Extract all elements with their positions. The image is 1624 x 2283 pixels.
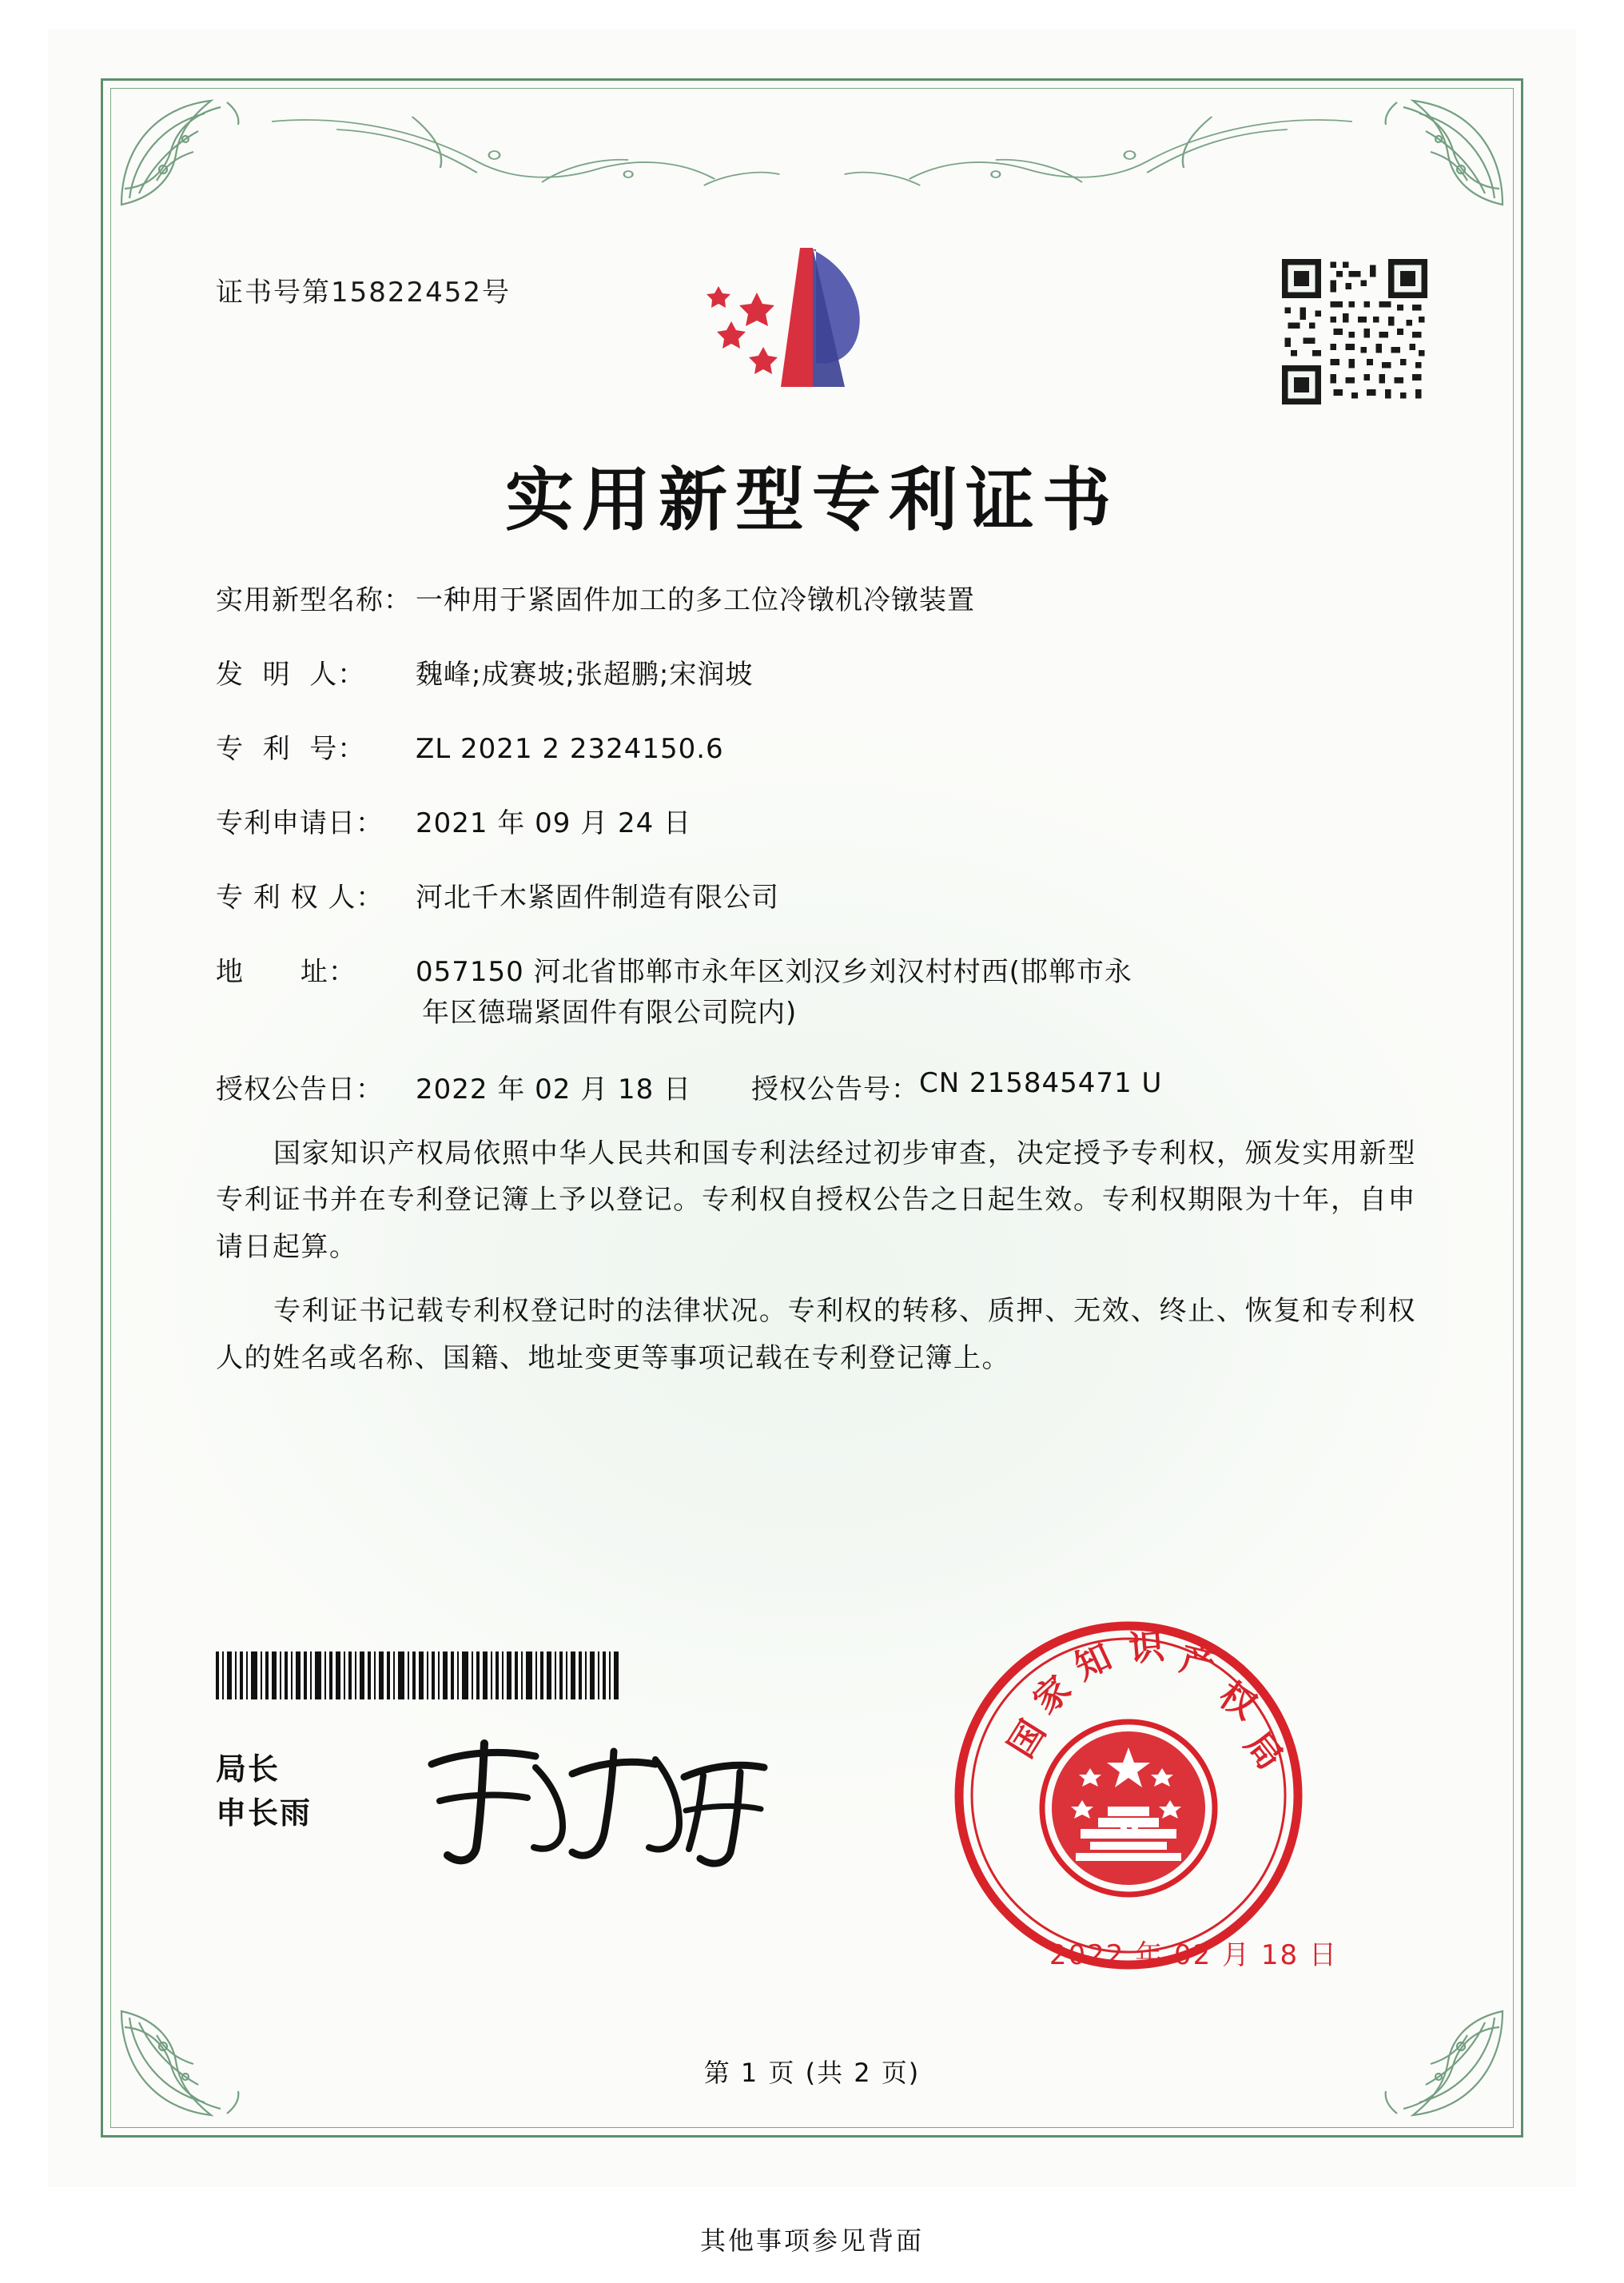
seal-date: 2022 年 02 月 18 日 [1049,1939,1338,1971]
field-row-inventors [216,655,1440,695]
field-label: 地 址： [216,956,356,988]
field-row-address [216,952,1440,1034]
svg-text:局: 局 [1236,1724,1291,1778]
director-block [216,1747,312,1835]
field-label: 专利申请日： [216,807,384,839]
director-name: 申长雨 [216,1795,312,1831]
grant-number-label: 授权公告号： [751,1074,919,1106]
svg-text:知: 知 [1069,1636,1118,1688]
qr-code-icon [1279,256,1431,408]
field-label: 专 利 权 人： [216,882,384,914]
field-value: ZL 2021 2 2324150.6 [416,733,724,765]
page-indicator: 第 1 页 (共 2 页) [703,2058,921,2088]
field-row-patent-number [216,729,1440,770]
field-value-continued: 年区德瑞紧固件有限公司院内) [422,997,798,1029]
grant-date-value: 2022 年 02 月 18 日 [416,1074,692,1106]
svg-text:识: 识 [1127,1626,1166,1670]
svg-text:家: 家 [1025,1667,1080,1723]
field-value: 2021 年 09 月 24 日 [416,807,692,839]
page-title: 实用新型专利证书 [505,460,1119,540]
official-seal-icon [945,1612,1312,1979]
field-row-application-date [216,803,1440,844]
footnote: 其他事项参见背面 [699,2225,924,2256]
field-label: 实用新型名称： [216,584,412,616]
field-row-name [216,580,1440,621]
barcode-icon [216,1651,639,1699]
field-label: 专 利 号： [216,733,366,765]
grant-number-value: CN 215845471 U [919,1067,1163,1099]
paragraph-2: 专利证书记载专利权登记时的法律状况。专利权的转移、质押、无效、终止、恢复和专利权人的姓名或名称、国籍、地址变更等事项记载在专利登记簿上。 [216,1295,1416,1374]
field-value: 河北千木紧固件制造有限公司 [416,882,779,914]
field-value-wrapper [416,952,1440,1034]
field-label: 发 明 人： [216,659,366,691]
certificate-paper [48,29,1576,2187]
field-row-patentee [216,878,1440,918]
grant-date-label: 授权公告日： [216,1074,384,1106]
field-value: 057150 河北省邯郸市永年区刘汉乡刘汉村村西(邯郸市永 [416,956,1132,988]
field-row-grant [216,1067,1440,1106]
cnipa-logo-icon [680,235,944,435]
fields-section [216,580,1440,1381]
director-label: 局长 [216,1751,281,1787]
certificate-content [152,149,1472,2091]
svg-text:国: 国 [1001,1713,1054,1765]
field-value: 魏峰;成赛坡;张超鹏;宋润坡 [416,659,754,691]
certificate-number: 证书号第15822452号 [216,277,511,309]
paragraph-1: 国家知识产权局依照中华人民共和国专利法经过初步审查，决定授予专利权，颁发实用新型专利证书并在专利登记簿上予以登记。专利权自授权公告之日起生效。专利权期限为十年，自申请日起算。 [216,1138,1416,1263]
svg-text:产: 产 [1176,1638,1220,1687]
field-value: 一种用于紧固件加工的多工位冷镦机冷镦装置 [416,584,975,616]
svg-text:权: 权 [1212,1674,1264,1728]
handwritten-signature-icon [416,1727,783,1871]
